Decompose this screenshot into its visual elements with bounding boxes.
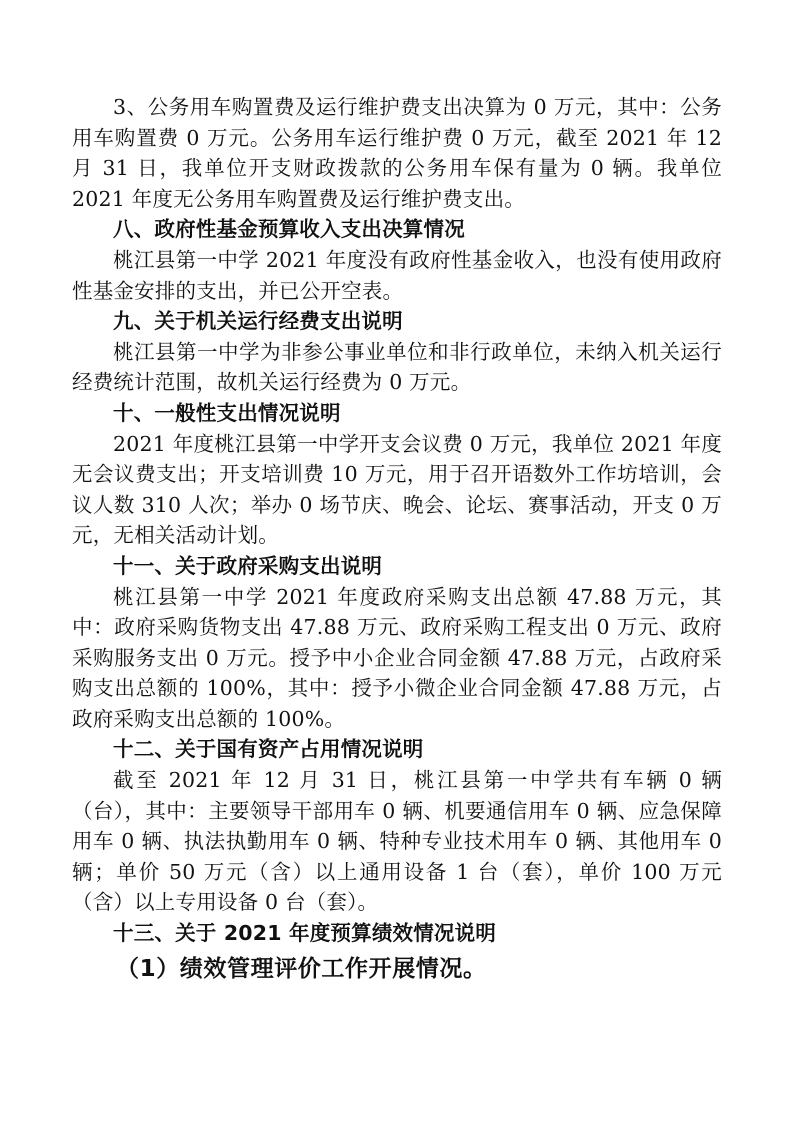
paragraph-section-12: 截至 2021 年 12 月 31 日，桃江县第一中学共有车辆 0 辆（台），其中：主要领导干部用车 0 辆、机要通信用车 0 辆、应急保障用车 0 辆、执法执勤用车 0 辆、特种专业技术用车 0 辆、其他用车 0 辆；单价 50 万元（含）以上通用设备 1 台（套），单价 100 万元（含）以上专用设备 0 台（套）。 (72, 768, 722, 915)
paragraph-section-10: 2021 年度桃江县第一中学开支会议费 0 万元，我单位 2021 年度无会议费支出；开支培训费 10 万元，用于召开语数外工作坊培训，会议人数 310 人次；举办 0 场节庆、晚会、论坛、赛事活动，开支 0 万元，无相关活动计划。 (72, 431, 722, 548)
heading-section-10: 十、一般性支出情况说明 (113, 400, 341, 425)
paragraph-section-8: 桃江县第一中学 2021 年度没有政府性基金收入，也没有使用政府性基金安排的支出，并已公开空表。 (72, 247, 722, 303)
heading-section-8: 八、政府性基金预算收入支出决算情况 (113, 217, 465, 242)
subheading-performance-management: （1）绩效管理评价工作开展情况。 (116, 955, 487, 982)
paragraph-section-9: 桃江县第一中学为非参公事业单位和非行政单位，未纳入机关运行经费统计范围，故机关运行经费为 0 万元。 (72, 339, 722, 395)
document-page (72, 92, 722, 987)
heading-section-13: 十三、关于 2021 年度预算绩效情况说明 (113, 921, 497, 946)
paragraph-section-11: 桃江县第一中学 2021 年度政府采购支出总额 47.88 万元，其中：政府采购货物支出 47.88 万元、政府采购工程支出 0 万元、政府采购服务支出 0 万元。授予中小企业合同金额 47.88 万元，占政府采购支出总额的 100%，其中：授予小微企业合同金额 47.88 万元，占政府采购支出总额的 100%。 (72, 584, 722, 731)
heading-section-9: 九、关于机关运行经费支出说明 (113, 309, 403, 334)
heading-section-11: 十一、关于政府采购支出说明 (113, 553, 383, 578)
heading-section-12: 十二、关于国有资产占用情况说明 (113, 737, 424, 762)
paragraph-vehicle-expense: 3、公务用车购置费及运行维护费支出决算为 0 万元，其中：公务用车购置费 0 万元。公务用车运行维护费 0 万元，截至 2021 年 12 月 31 日，我单位开支财政拨款的公务用车保有量为 0 辆。我单位 2021 年度无公务用车购置费及运行维护费支出。 (72, 95, 722, 211)
